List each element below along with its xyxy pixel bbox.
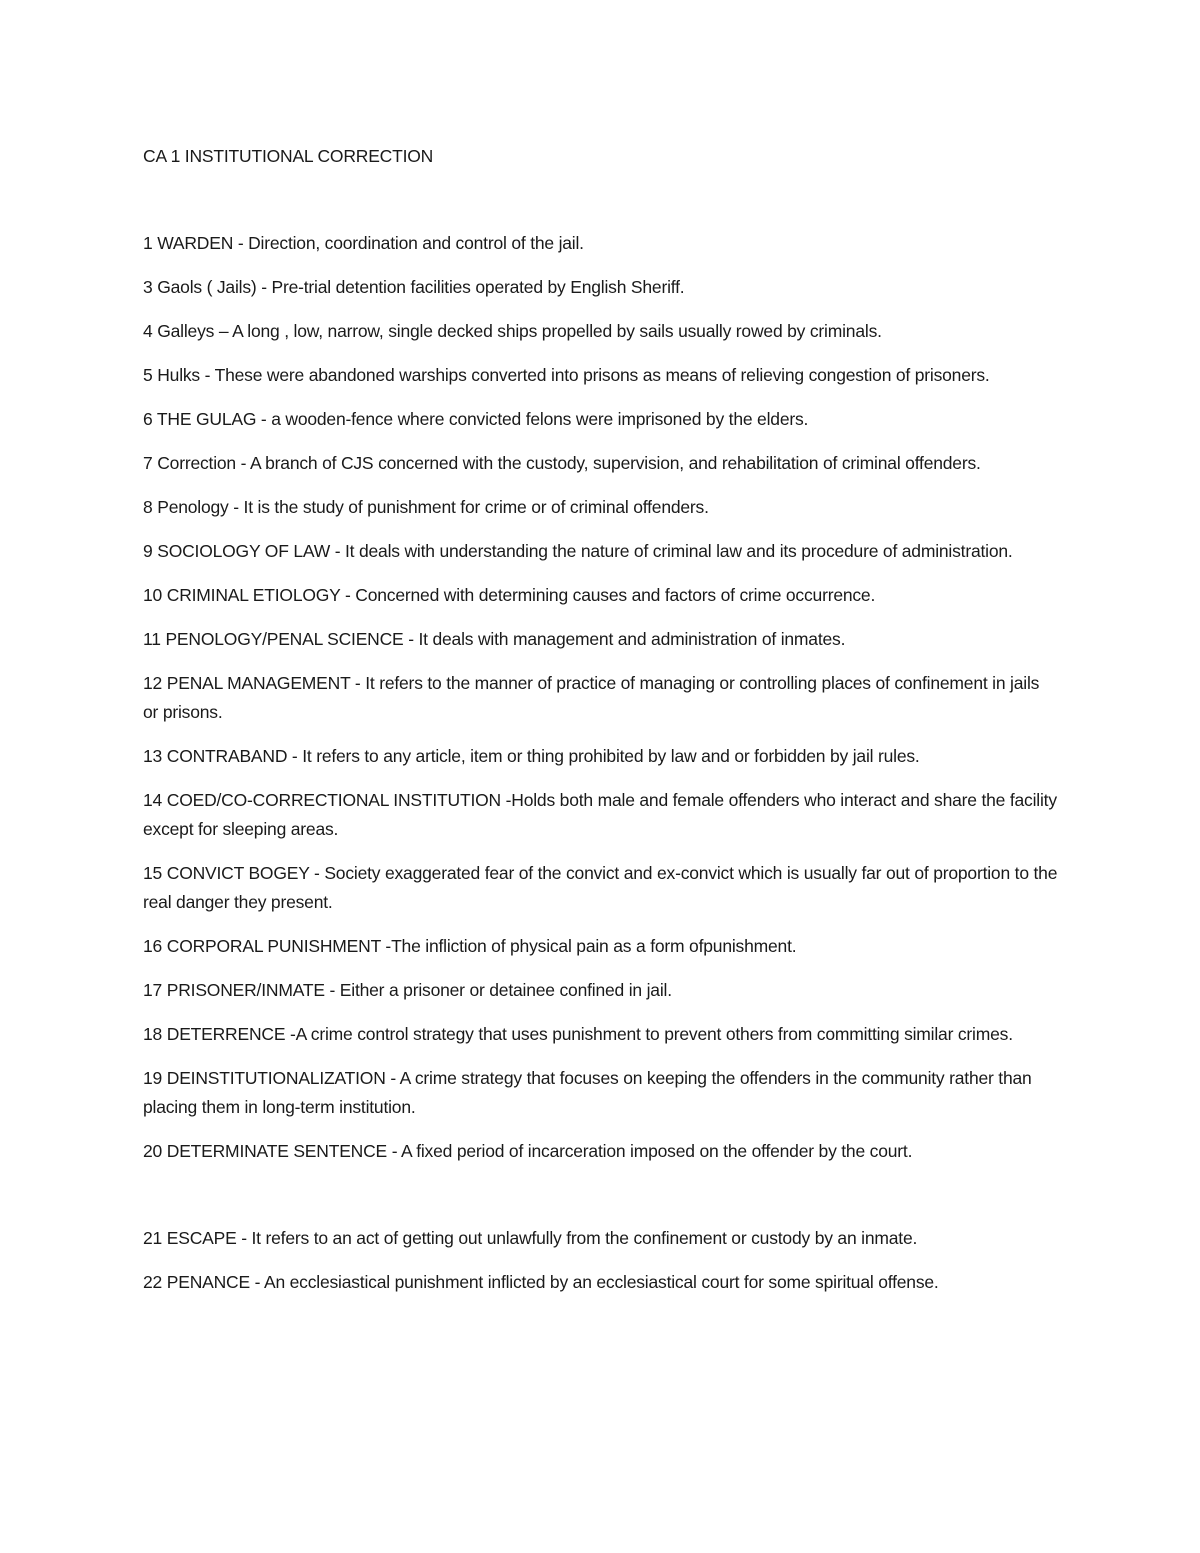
definition-item xyxy=(143,361,1058,390)
item-number: 20 xyxy=(143,1141,163,1161)
item-term: CRIMINAL ETIOLOGY xyxy=(166,585,341,605)
item-number: 14 xyxy=(143,790,163,810)
item-separator: - xyxy=(285,1024,296,1044)
item-definition: a wooden-fence where convicted felons were imprisoned by the elders. xyxy=(271,409,809,429)
item-term: Gaols ( Jails) xyxy=(157,277,257,297)
item-term: SOCIOLOGY OF LAW xyxy=(157,541,331,561)
definition-item xyxy=(143,1064,1058,1122)
item-term: DETERRENCE xyxy=(166,1024,286,1044)
item-number: 9 xyxy=(143,541,153,561)
definition-item xyxy=(143,786,1058,844)
item-definition: The infliction of physical pain as a form ofpunishment. xyxy=(391,936,797,956)
item-definition: A crime strategy that focuses on keeping the offenders in the community rather than placing them in long-term institution. xyxy=(143,1068,1032,1117)
document-title: CA 1 INSTITUTIONAL CORRECTION xyxy=(143,146,434,166)
item-separator: - xyxy=(385,1068,400,1088)
item-separator: - xyxy=(236,1228,252,1248)
item-definition: A fixed period of incarceration imposed on the offender by the court. xyxy=(401,1141,913,1161)
item-definition: It deals with management and administration of inmates. xyxy=(418,629,846,649)
item-definition: It refers to any article, item or thing prohibited by law and or forbidden by jail rules. xyxy=(302,746,920,766)
item-term: THE GULAG xyxy=(156,409,257,429)
item-number: 22 xyxy=(143,1272,163,1292)
item-separator: - xyxy=(330,541,345,561)
item-term: CORPORAL PUNISHMENT xyxy=(166,936,381,956)
item-number: 4 xyxy=(143,321,153,341)
definition-item xyxy=(143,742,1058,771)
item-number: 21 xyxy=(143,1228,163,1248)
item-term: PENOLOGY/PENAL SCIENCE xyxy=(165,629,404,649)
item-number: 1 xyxy=(143,233,153,253)
item-definition: It is the study of punishment for crime or of criminal offenders. xyxy=(243,497,709,517)
definition-item xyxy=(143,859,1058,917)
item-term: Penology xyxy=(157,497,229,517)
item-number: 16 xyxy=(143,936,163,956)
item-term: CONVICT BOGEY xyxy=(166,863,310,883)
item-separator: - xyxy=(350,673,366,693)
item-number: 3 xyxy=(143,277,153,297)
item-number: 6 xyxy=(143,409,153,429)
item-term: PENANCE xyxy=(166,1272,250,1292)
item-definition: A branch of CJS concerned with the custody, supervision, and rehabilitation of criminal offenders. xyxy=(249,453,981,473)
definition-item xyxy=(143,493,1058,522)
item-number: 17 xyxy=(143,980,163,1000)
item-term: DEINSTITUTIONALIZATION xyxy=(166,1068,386,1088)
item-definition: Society exaggerated fear of the convict and ex-convict which is usually far out of proportion to the real danger they present. xyxy=(143,863,1058,912)
item-number: 18 xyxy=(143,1024,163,1044)
item-separator: - xyxy=(324,980,340,1000)
definition-item xyxy=(143,1020,1058,1049)
definition-item xyxy=(143,581,1058,610)
item-separator: - xyxy=(256,277,272,297)
definition-item xyxy=(143,1268,1058,1297)
definition-item xyxy=(143,932,1058,961)
item-separator: - xyxy=(309,863,325,883)
item-separator: - xyxy=(403,629,419,649)
item-separator: - xyxy=(387,1141,402,1161)
definition-item xyxy=(143,537,1058,566)
item-term: DETERMINATE SENTENCE xyxy=(166,1141,388,1161)
item-term: Correction xyxy=(157,453,236,473)
definition-item xyxy=(143,1224,1058,1253)
item-term: Galleys xyxy=(157,321,215,341)
item-definition: Concerned with determining causes and factors of crime occurrence. xyxy=(355,585,876,605)
definition-item xyxy=(143,229,1058,258)
definition-item xyxy=(143,449,1058,478)
item-separator: - xyxy=(500,790,512,810)
item-term: Hulks xyxy=(157,365,200,385)
item-separator: - xyxy=(235,453,250,473)
item-separator: - xyxy=(199,365,215,385)
item-definition: Either a prisoner or detainee confined in jail. xyxy=(339,980,672,1000)
definition-item xyxy=(143,1137,1058,1166)
definition-item xyxy=(143,405,1058,434)
definition-item xyxy=(143,317,1058,346)
item-number: 19 xyxy=(143,1068,163,1088)
item-definition: These were abandoned warships converted into prisons as means of relieving congestion of prisoners. xyxy=(214,365,990,385)
item-number: 12 xyxy=(143,673,163,693)
item-definition: It refers to the manner of practice of managing or controlling places of confinement in jails or prisons. xyxy=(143,673,1040,722)
item-number: 13 xyxy=(143,746,163,766)
item-number: 8 xyxy=(143,497,153,517)
item-number: 15 xyxy=(143,863,163,883)
definition-item xyxy=(143,625,1058,654)
item-number: 10 xyxy=(143,585,163,605)
item-definition: Direction, coordination and control of the jail. xyxy=(248,233,584,253)
item-number: 7 xyxy=(143,453,153,473)
item-separator: - xyxy=(249,1272,264,1292)
item-definition: It refers to an act of getting out unlawfully from the confinement or custody by an inmate. xyxy=(251,1228,918,1248)
item-definition: Pre-trial detention facilities operated by English Sheriff. xyxy=(271,277,685,297)
item-definition: An ecclesiastical punishment inflicted by an ecclesiastical court for some spiritual offense. xyxy=(263,1272,939,1292)
definition-list xyxy=(143,229,1058,1312)
item-term: PRISONER/INMATE xyxy=(166,980,325,1000)
item-definition: A long , low, narrow, single decked ships propelled by sails usually rowed by criminals. xyxy=(232,321,882,341)
item-separator: - xyxy=(340,585,356,605)
item-separator: - xyxy=(380,936,392,956)
definition-item xyxy=(143,976,1058,1005)
item-definition: A crime control strategy that uses punishment to prevent others from committing similar crimes. xyxy=(295,1024,1013,1044)
item-number: 11 xyxy=(143,629,161,649)
item-term: ESCAPE xyxy=(166,1228,237,1248)
item-separator: - xyxy=(287,746,303,766)
item-term: WARDEN xyxy=(157,233,234,253)
definition-item xyxy=(143,669,1058,727)
definition-item xyxy=(143,273,1058,302)
item-term: CONTRABAND xyxy=(166,746,288,766)
item-term: PENAL MANAGEMENT xyxy=(166,673,351,693)
item-separator: - xyxy=(233,233,249,253)
item-separator: – xyxy=(214,321,233,341)
item-definition: Holds both male and female offenders who interact and share the facility except for sleeping areas. xyxy=(143,790,1057,839)
item-separator: - xyxy=(228,497,244,517)
item-separator: - xyxy=(256,409,272,429)
item-definition: It deals with understanding the nature of criminal law and its procedure of administration. xyxy=(344,541,1013,561)
item-term: COED/CO-CORRECTIONAL INSTITUTION xyxy=(166,790,501,810)
item-number: 5 xyxy=(143,365,153,385)
